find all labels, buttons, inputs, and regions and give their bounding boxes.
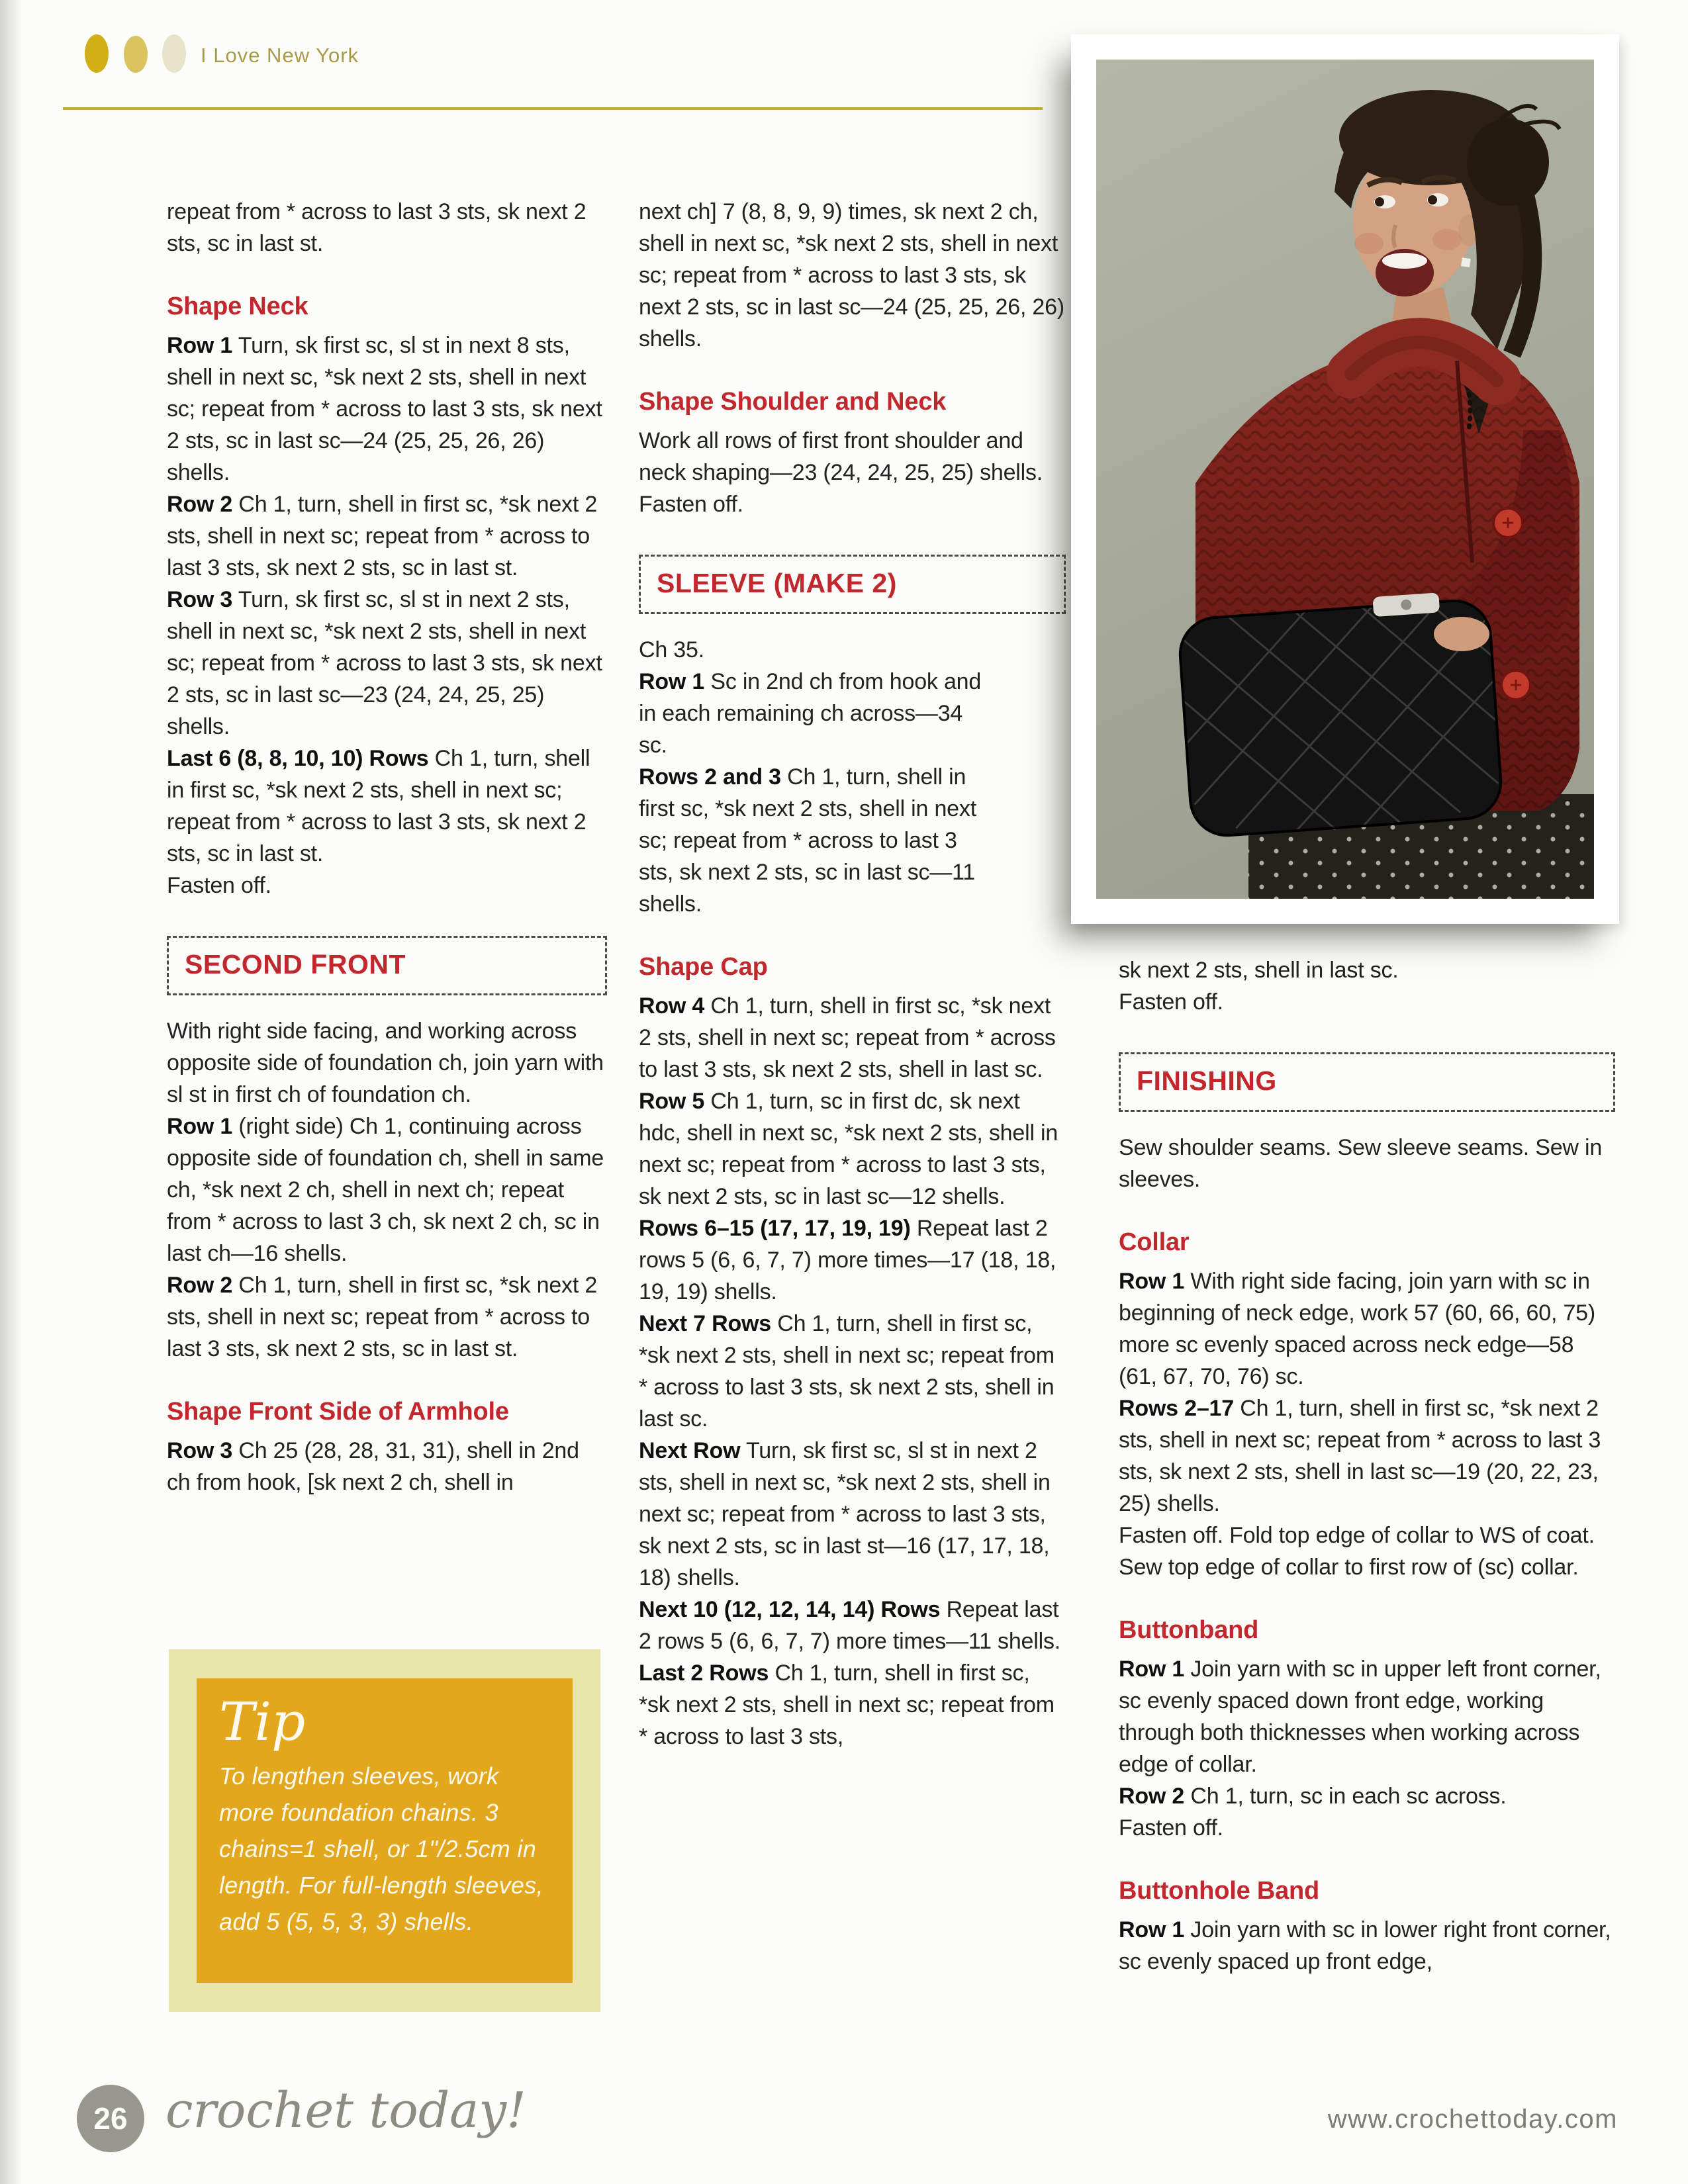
row-label: Row 1 xyxy=(167,333,233,358)
pattern-paragraph xyxy=(639,1212,1066,1308)
instruction-text: next ch] 7 (8, 8, 9, 9) times, sk next 2 ch, shell in next sc, *sk next 2 sts, shell in next sc; repeat from * across to last 3 sts, sk next 2 sts, sc in last sc—24 (25, 25, 26, 26) shells. xyxy=(639,199,1064,351)
pattern-paragraph xyxy=(1119,1653,1615,1780)
magazine-logo: crochet today! xyxy=(165,2082,526,2139)
header-rule xyxy=(63,107,1043,110)
instruction-text: Work all rows of first front shoulder and neck shaping—23 (24, 24, 25, 25) shells. xyxy=(639,428,1043,485)
instruction-text: Fasten off. xyxy=(1119,1815,1223,1841)
section-heading-box xyxy=(639,555,1066,614)
pattern-paragraph xyxy=(1119,1520,1615,1583)
pattern-paragraph xyxy=(167,196,607,259)
section-subheading: Shape Shoulder and Neck xyxy=(639,388,947,416)
pattern-paragraph xyxy=(167,1269,607,1365)
instruction-text: Ch 1, turn, sc in first dc, sk next hdc, shell in next sc, *sk next 2 sts, shell in next sc; repeat from * across to last 3 sts, sk next 2 sts, sc in last sc—12 shells. xyxy=(639,1089,1058,1209)
website-url: www.crochettoday.com xyxy=(1327,2105,1618,2134)
pattern-paragraph xyxy=(639,666,983,761)
instruction-text: Ch 1, turn, shell in first sc, *sk next 2 sts, shell in next sc; repeat from * across to last 3 sts, sk next 2 sts, sc in last st. xyxy=(167,1273,598,1361)
pattern-paragraph xyxy=(1119,1812,1615,1844)
row-label: Row 1 xyxy=(1119,1917,1185,1942)
instruction-text: Turn, sk first sc, sl st in next 2 sts, shell in next sc, *sk next 2 sts, shell in next sc; repeat from * across to last 3 sts, sk next 2 sts, sc in last st—16 (17, 17, 18, 18) shells. xyxy=(639,1438,1051,1590)
tip-title: Tip xyxy=(219,1691,306,1752)
instruction-text: With right side facing, join yarn with sc in beginning of neck edge, work 57 (60, 66, 60, 75) more sc evenly spaced across neck edge—58 (61, 67, 70, 76) sc. xyxy=(1119,1269,1596,1389)
instruction-text: Sc in 2nd ch from hook and in each remaining ch across—34 sc. xyxy=(639,669,982,758)
instruction-text: Fasten off. xyxy=(167,873,271,898)
instruction-text: Ch 1, turn, sc in each sc across. xyxy=(1190,1784,1507,1809)
model-photo xyxy=(1096,60,1594,899)
pattern-paragraph xyxy=(639,1435,1066,1594)
row-label: Rows 6–15 (17, 17, 19, 19) xyxy=(639,1216,911,1241)
instruction-text: Join yarn with sc in lower right front corner, sc evenly spaced up front edge, xyxy=(1119,1917,1611,1974)
row-label: Row 5 xyxy=(639,1089,705,1114)
pattern-column-1 xyxy=(167,196,607,1498)
instruction-text: (right side) Ch 1, continuing across opposite side of foundation ch, shell in same ch, *sk next 2 ch, shell in next ch; repeat from * across to last 3 ch, sk next 2 ch, sc in last ch—16 shells. xyxy=(167,1114,604,1266)
page-number: 26 xyxy=(93,2101,128,2136)
instruction-text: Ch 1, turn, shell in first sc, *sk next 2 sts, shell in next sc; repeat from * across to last 3 sts, sk next 2 sts, shell in last sc—19 (20, 22, 23, 25) shells. xyxy=(1119,1396,1601,1516)
pattern-paragraph xyxy=(167,330,607,488)
pattern-paragraph xyxy=(167,584,607,743)
pattern-column-2 xyxy=(639,196,1066,1752)
pattern-paragraph xyxy=(167,743,607,870)
tip-box xyxy=(169,1649,600,2012)
pattern-paragraph xyxy=(167,1015,607,1111)
row-label: Row 2 xyxy=(1119,1784,1185,1809)
pattern-paragraph xyxy=(1119,1132,1615,1195)
section-subheading: Shape Front Side of Armhole xyxy=(167,1398,509,1426)
pattern-paragraph xyxy=(1119,986,1615,1018)
instruction-text: Ch 35. xyxy=(639,637,704,662)
pattern-paragraph xyxy=(639,634,983,666)
row-label: Next 7 Rows xyxy=(639,1311,771,1336)
model-hand xyxy=(1434,617,1489,651)
pattern-paragraph xyxy=(639,488,1066,520)
section-heading-box xyxy=(1119,1052,1615,1112)
row-label: Next Row xyxy=(639,1438,741,1463)
instruction-text: Join yarn with sc in upper left front corner, sc evenly spaced down front edge, working through both thicknesses when working across edge of collar. xyxy=(1119,1657,1601,1777)
row-label: Row 2 xyxy=(167,492,233,517)
instruction-text: Fasten off. xyxy=(639,492,743,517)
instruction-text: Fasten off. xyxy=(1119,989,1223,1015)
instruction-text: Ch 1, turn, shell in first sc, *sk next 2 sts, shell in next sc; repeat from * across to last 3 sts, xyxy=(639,1661,1055,1749)
row-label: Row 3 xyxy=(167,587,233,612)
pattern-paragraph xyxy=(1119,1914,1615,1978)
row-label: Last 6 (8, 8, 10, 10) Rows xyxy=(167,746,429,771)
instruction-text: Sew shoulder seams. Sew sleeve seams. Sew in sleeves. xyxy=(1119,1135,1603,1192)
pattern-paragraph xyxy=(1119,1780,1615,1812)
section-heading-label: SECOND FRONT xyxy=(185,949,406,979)
pattern-paragraph xyxy=(639,425,1066,488)
section-title: I Love New York xyxy=(201,44,359,67)
row-label: Last 2 Rows xyxy=(639,1661,769,1686)
instruction-text: Ch 25 (28, 28, 31, 31), shell in 2nd ch from hook, [sk next 2 ch, shell in xyxy=(167,1438,579,1495)
pattern-paragraph xyxy=(639,1657,1066,1752)
pattern-paragraph xyxy=(639,761,983,920)
instruction-text: Ch 1, turn, shell in first sc, *sk next 2 sts, shell in next sc; repeat from * across to last 3 sts, sk next 2 sts, sc in last sc—11 shells. xyxy=(639,764,976,917)
row-label: Row 3 xyxy=(167,1438,233,1463)
pattern-paragraph xyxy=(639,1594,1066,1657)
section-heading-box xyxy=(167,936,607,995)
row-label: Row 4 xyxy=(639,993,705,1019)
instruction-text: repeat from * across to last 3 sts, sk next 2 sts, sc in last st. xyxy=(167,199,586,256)
pattern-paragraph xyxy=(639,990,1066,1085)
instruction-text: With right side facing, and working across opposite side of foundation ch, join yarn with sl st in first ch of foundation ch. xyxy=(167,1019,604,1107)
instruction-text: Ch 1, turn, shell in first sc, *sk next 2 sts, shell in next sc; repeat from * across to last 3 sts, sk next 2 sts, shell in last sc. xyxy=(639,993,1056,1082)
row-label: Rows 2 and 3 xyxy=(639,764,781,790)
pattern-paragraph xyxy=(1119,954,1615,986)
model-photo-illustration xyxy=(1096,60,1594,899)
header-dot-icon xyxy=(85,34,109,73)
instruction-text: Fasten off. Fold top edge of collar to WS of coat. Sew top edge of collar to first row of (sc) collar. xyxy=(1119,1523,1595,1580)
pattern-paragraph xyxy=(639,1308,1066,1435)
section-heading-label: FINISHING xyxy=(1137,1066,1277,1096)
pattern-paragraph xyxy=(1119,1265,1615,1392)
pattern-paragraph xyxy=(167,1435,607,1498)
page-number-badge xyxy=(77,2085,144,2152)
row-label: Row 1 xyxy=(639,669,705,694)
row-label: Rows 2–17 xyxy=(1119,1396,1234,1421)
header-dot-icon xyxy=(162,34,186,73)
pattern-column-3 xyxy=(1119,954,1615,1978)
instruction-text: Turn, sk first sc, sl st in next 2 sts, shell in next sc, *sk next 2 sts, shell in next sc; repeat from * across to last 3 sts, sk next 2 sts, sc in last sc—23 (24, 24, 25, 25) shells. xyxy=(167,587,602,739)
tip-text: To lengthen sleeves, work more foundation chains. 3 chains=1 shell, or 1"/2.5cm in length. For full-length sleeves, add 5 (5, 5, 3, 3) shells. xyxy=(219,1762,543,1935)
row-label: Row 1 xyxy=(167,1114,233,1139)
section-heading-label: SLEEVE (MAKE 2) xyxy=(657,568,897,598)
instruction-text: Ch 1, turn, shell in first sc, *sk next 2 sts, shell in next sc; repeat from * across to last 3 sts, sk next 2 sts, sc in last st. xyxy=(167,492,598,580)
pattern-paragraph xyxy=(167,1111,607,1269)
instruction-text: Repeat last 2 rows 5 (6, 6, 7, 7) more times—11 shells. xyxy=(639,1597,1061,1654)
section-subheading: Shape Neck xyxy=(167,293,308,320)
pattern-paragraph xyxy=(639,1085,1066,1212)
instruction-text: Turn, sk first sc, sl st in next 8 sts, shell in next sc, *sk next 2 sts, shell in next sc; repeat from * across to last 3 sts, sk next 2 sts, sc in last sc—24 (25, 25, 26, 26) shells. xyxy=(167,333,602,485)
row-label: Row 2 xyxy=(167,1273,233,1298)
row-label: Next 10 (12, 12, 14, 14) Rows xyxy=(639,1597,941,1622)
section-subheading: Buttonhole Band xyxy=(1119,1877,1320,1905)
row-label: Row 1 xyxy=(1119,1269,1185,1294)
pattern-paragraph xyxy=(639,196,1066,355)
instruction-text: sk next 2 sts, shell in last sc. xyxy=(1119,958,1399,983)
pattern-paragraph xyxy=(167,488,607,584)
section-subheading: Buttonband xyxy=(1119,1616,1259,1644)
tip-box-inner xyxy=(197,1678,573,1983)
pattern-paragraph xyxy=(167,870,607,901)
page-edge-shadow xyxy=(0,0,23,2184)
pattern-paragraph xyxy=(1119,1392,1615,1520)
instruction-text: Ch 1, turn, shell in first sc, *sk next 2 sts, shell in next sc; repeat from * across to last 3 sts, sk next 2 sts, shell in last sc. xyxy=(639,1311,1055,1432)
header-dot-icon xyxy=(124,36,148,73)
instruction-text: Ch 1, turn, shell in first sc, *sk next 2 sts, shell in next sc; repeat from * across to last 3 sts, sk next 2 sts, sc in last st. xyxy=(167,746,590,866)
row-label: Row 1 xyxy=(1119,1657,1185,1682)
section-subheading: Shape Cap xyxy=(639,953,768,981)
instruction-text: Repeat last 2 rows 5 (6, 6, 7, 7) more times—17 (18, 18, 19, 19) shells. xyxy=(639,1216,1056,1304)
photo-frame xyxy=(1071,34,1619,924)
section-subheading: Collar xyxy=(1119,1228,1190,1256)
